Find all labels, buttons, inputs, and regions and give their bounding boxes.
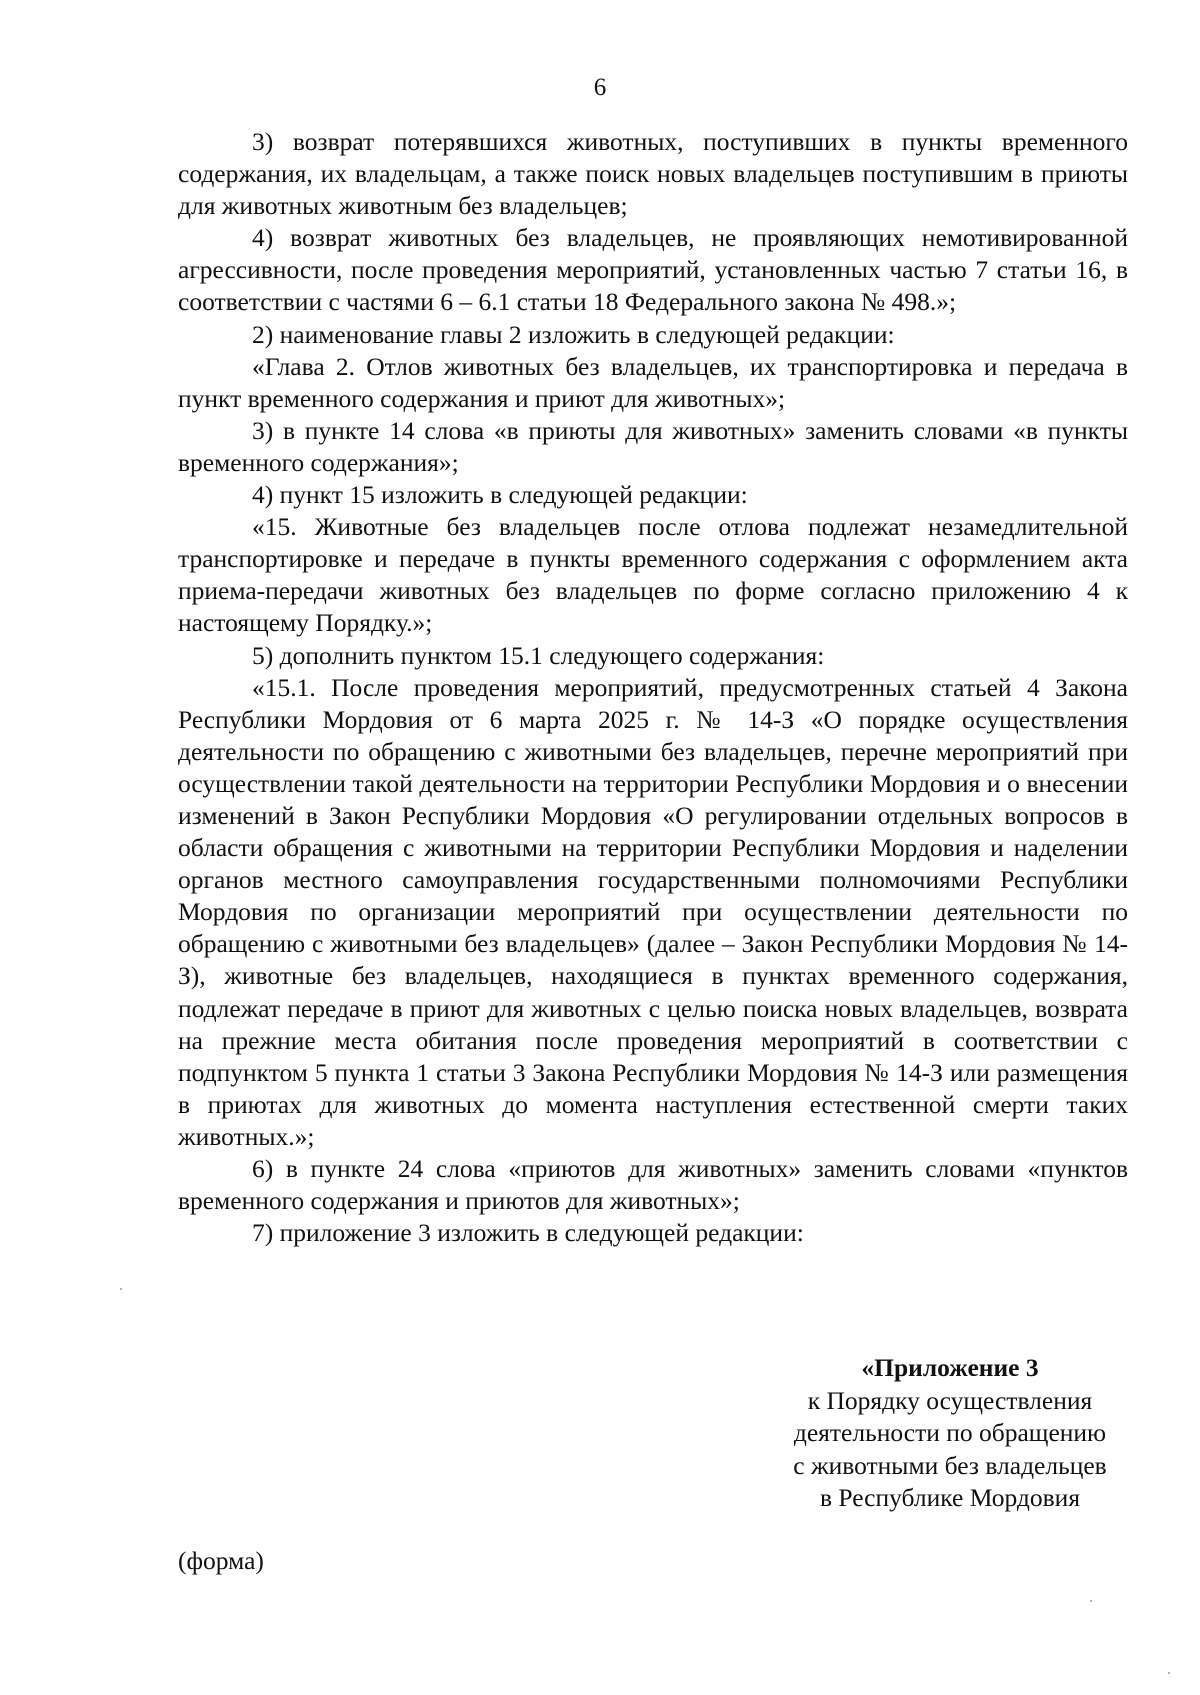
scan-speck [120, 1288, 122, 1290]
appendix-line: в Республике Мордовия [819, 1483, 1081, 1512]
appendix-line: с животными без владельцев [793, 1450, 1107, 1480]
scan-speck [1090, 1600, 1092, 1602]
page-number: 6 [593, 74, 607, 101]
appendix-title: «Приложение 3 [861, 1353, 1039, 1382]
form-label: (форма) [178, 1546, 264, 1575]
document-body [178, 126, 1128, 1249]
paragraph: 6) в пункте 24 слова «приютов для животных» заменить словами «пунктов временного содержания и приютов для животных»; [178, 1154, 1128, 1216]
appendix-line: к Порядку осуществления [807, 1385, 1093, 1415]
paragraph: «15. Животные без владельцев после отлова подлежат незамедлительной транспортировке и передаче в пункты временного содержания с оформлением акта приема-передачи животных без владельцев по форме согласно приложению 4 к настоящему Порядку.»; [178, 512, 1128, 638]
scan-speck [1168, 1672, 1170, 1674]
paragraph: 5) дополнить пунктом 15.1 следующего содержания: [252, 640, 825, 670]
paragraph: 2) наименование главы 2 изложить в следующей редакции: [252, 319, 895, 349]
paragraph: 3) в пункте 14 слова «в приюты для животных» заменить словами «в пункты временного содержания»; [178, 415, 1128, 477]
paragraph: 4) пункт 15 изложить в следующей редакции: [252, 480, 748, 510]
paragraph: 3) возврат потерявшихся животных, поступивших в пункты временного содержания, их владельцам, а также поиск новых владельцев поступившим в приюты для животных животным без владельцев; [178, 127, 1128, 221]
appendix-line: деятельности по обращению [793, 1418, 1107, 1447]
paragraph: «Глава 2. Отлов животных без владельцев, их транспортировка и передача в пункт временного содержания и приют для животных»; [178, 351, 1128, 413]
paragraph: 4) возврат животных без владельцев, не проявляющих немотивированной агрессивности, после проведения мероприятий, установленных частью 7 статьи 16, в соответствии с частями 6 – 6.1 статьи 18 Федерального закона № 498.»; [178, 223, 1128, 317]
paragraph: 7) приложение 3 изложить в следующей редакции: [252, 1218, 804, 1248]
appendix-heading [760, 1352, 1140, 1515]
paragraph: «15.1. После проведения мероприятий, предусмотренных статьей 4 Закона Республики Мордовия от 6 марта 2025 г. № 14-З «О порядке осуществления деятельности по обращению с животными без владельцев, перечне мероприятий при осуществлении такой деятельности на территории Республики Мордовия и о внесении изменений в Закон Республики Мордовия «О регулировании отдельных вопросов в области обращения с животными на территории Республики Мордовия и наделении органов местного самоуправления государственными полномочиями Республики Мордовия по организации мероприятий при осуществлении деятельности по обращению с животными без владельцев» (далее – Закон Республики Мордовия № 14-З), животные без владельцев, находящиеся в пунктах временного содержания, подлежат передаче в приют для животных с целью поиска новых владельцев, возврата на прежние места обитания после проведения мероприятий в соответствии с подпунктом 5 пункта 1 статьи 3 Закона Республики Мордовия № 14-З или размещения в приютах для животных до момента наступления естественной смерти таких животных.»; [178, 672, 1128, 1151]
